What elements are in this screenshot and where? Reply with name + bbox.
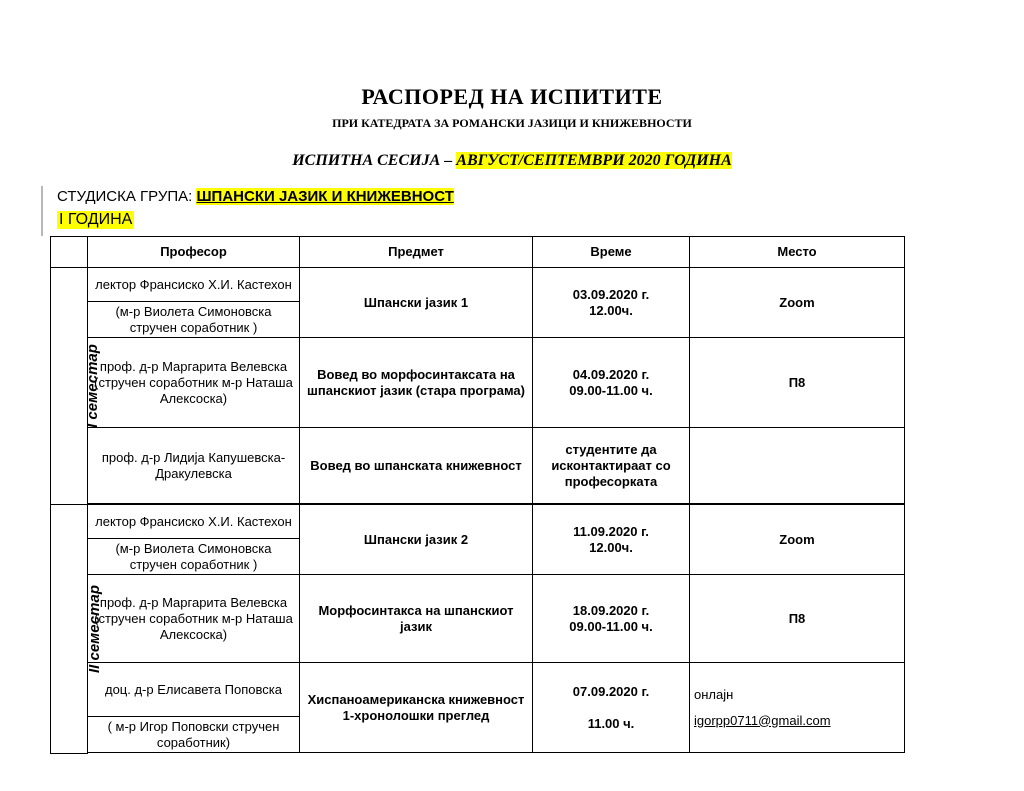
assistant-cell: (м-р Виолета Симоновска стручен соработник ) (88, 302, 300, 338)
subject-cell: Морфосинтакса на шпанскиот јазик (300, 575, 533, 663)
time-cell (533, 505, 690, 575)
time-cell: студентите да исконтактираат со професорката (533, 428, 690, 504)
time-hour: 12.00ч. (589, 302, 633, 318)
table-row (51, 428, 905, 504)
subject-cell: Шпански јазик 1 (300, 268, 533, 338)
header-place: Место (690, 237, 905, 268)
place-online: онлајн (694, 686, 734, 702)
professor-cell: проф. д-р Лидија Капушевска-Дракулевска (88, 428, 300, 504)
semester-label: I семестар (83, 344, 101, 428)
table-row (51, 505, 905, 539)
time-hour: 11.00 ч. (587, 715, 635, 731)
subject-cell: Вовед во шпанската книжевност (300, 428, 533, 504)
study-group-label: СТУДИСКА ГРУПА: (57, 188, 197, 205)
time-date: 11.09.2020 г. (573, 523, 649, 539)
time-date: 18.09.2020 г. (572, 602, 650, 618)
header-subject: Предмет (300, 237, 533, 268)
margin-change-bar (41, 186, 43, 236)
time-date: 03.09.2020 г. (572, 286, 650, 302)
session-prefix: ИСПИТНА СЕСИЈА – (292, 152, 457, 169)
professor-cell: проф. д-р Маргарита Велевска (стручен соработник м-р Наташа Алексоска) (88, 338, 300, 428)
table-row (51, 268, 905, 302)
place-cell: Zoom (690, 505, 905, 575)
table-header-row (51, 237, 905, 268)
table-row (51, 663, 905, 717)
time-hour: 12.00ч. (589, 539, 633, 555)
header-professor: Професор (88, 237, 300, 268)
exam-schedule-table (50, 236, 905, 754)
time-cell (533, 268, 690, 338)
department-subtitle: ПРИ КАТЕДРАТА ЗА РОМАНСКИ ЈАЗИЦИ И КНИЖЕВНОСТИ (332, 116, 692, 130)
session-period: АВГУСТ/СЕПТЕМВРИ 2020 ГОДИНА (456, 152, 732, 169)
assistant-cell: (м-р Виолета Симоновска стручен соработник ) (88, 539, 300, 575)
header-time: Време (533, 237, 690, 268)
place-cell: П8 (690, 338, 905, 428)
exam-session (0, 152, 1024, 170)
page-title: РАСПОРЕД НА ИСПИТИТЕ (361, 84, 663, 109)
subject-cell: Шпански јазик 2 (300, 505, 533, 575)
time-hour: 09.00-11.00 ч. (569, 382, 653, 398)
study-year: I ГОДИНА (59, 211, 133, 228)
professor-cell: лектор Франсиско Х.И. Кастехон (88, 268, 300, 302)
place-cell (690, 428, 905, 504)
professor-cell: доц. д-р Елисавета Поповска (88, 663, 300, 717)
time-cell (533, 663, 690, 753)
email-link[interactable]: igorpp0711@gmail.com (694, 712, 831, 728)
place-cell (690, 663, 905, 753)
time-cell (533, 338, 690, 428)
semester-label: II семестар (86, 584, 103, 673)
time-date: 04.09.2020 г. (572, 366, 650, 382)
semester-1-label-cell (51, 268, 101, 505)
study-group-name: ШПАНСКИ ЈАЗИК И КНИЖЕВНОСТ (196, 188, 454, 205)
semester-2-label-cell (51, 505, 103, 754)
place-cell: П8 (690, 575, 905, 663)
study-group (57, 188, 454, 205)
header-semester (51, 237, 88, 268)
subject-cell: Вовед во морфосинтаксата на шпанскиот јазик (стара програма) (300, 338, 533, 428)
professor-cell: лектор Франсиско Х.И. Кастехон (88, 505, 300, 539)
assistant-cell: ( м-р Игор Поповски стручен соработник) (88, 717, 300, 753)
subject-cell: Хиспаноамериканска книжевност 1-хронолошки преглед (300, 663, 533, 753)
time-hour: 09.00-11.00 ч. (569, 618, 653, 634)
table-row (51, 575, 905, 663)
professor-cell: проф. д-р Маргарита Велевска (стручен соработник м-р Наташа Алексоска) (88, 575, 300, 663)
table-row (51, 338, 905, 428)
time-date: 07.09.2020 г. (572, 683, 650, 699)
time-cell (533, 575, 690, 663)
place-cell: Zoom (690, 268, 905, 338)
